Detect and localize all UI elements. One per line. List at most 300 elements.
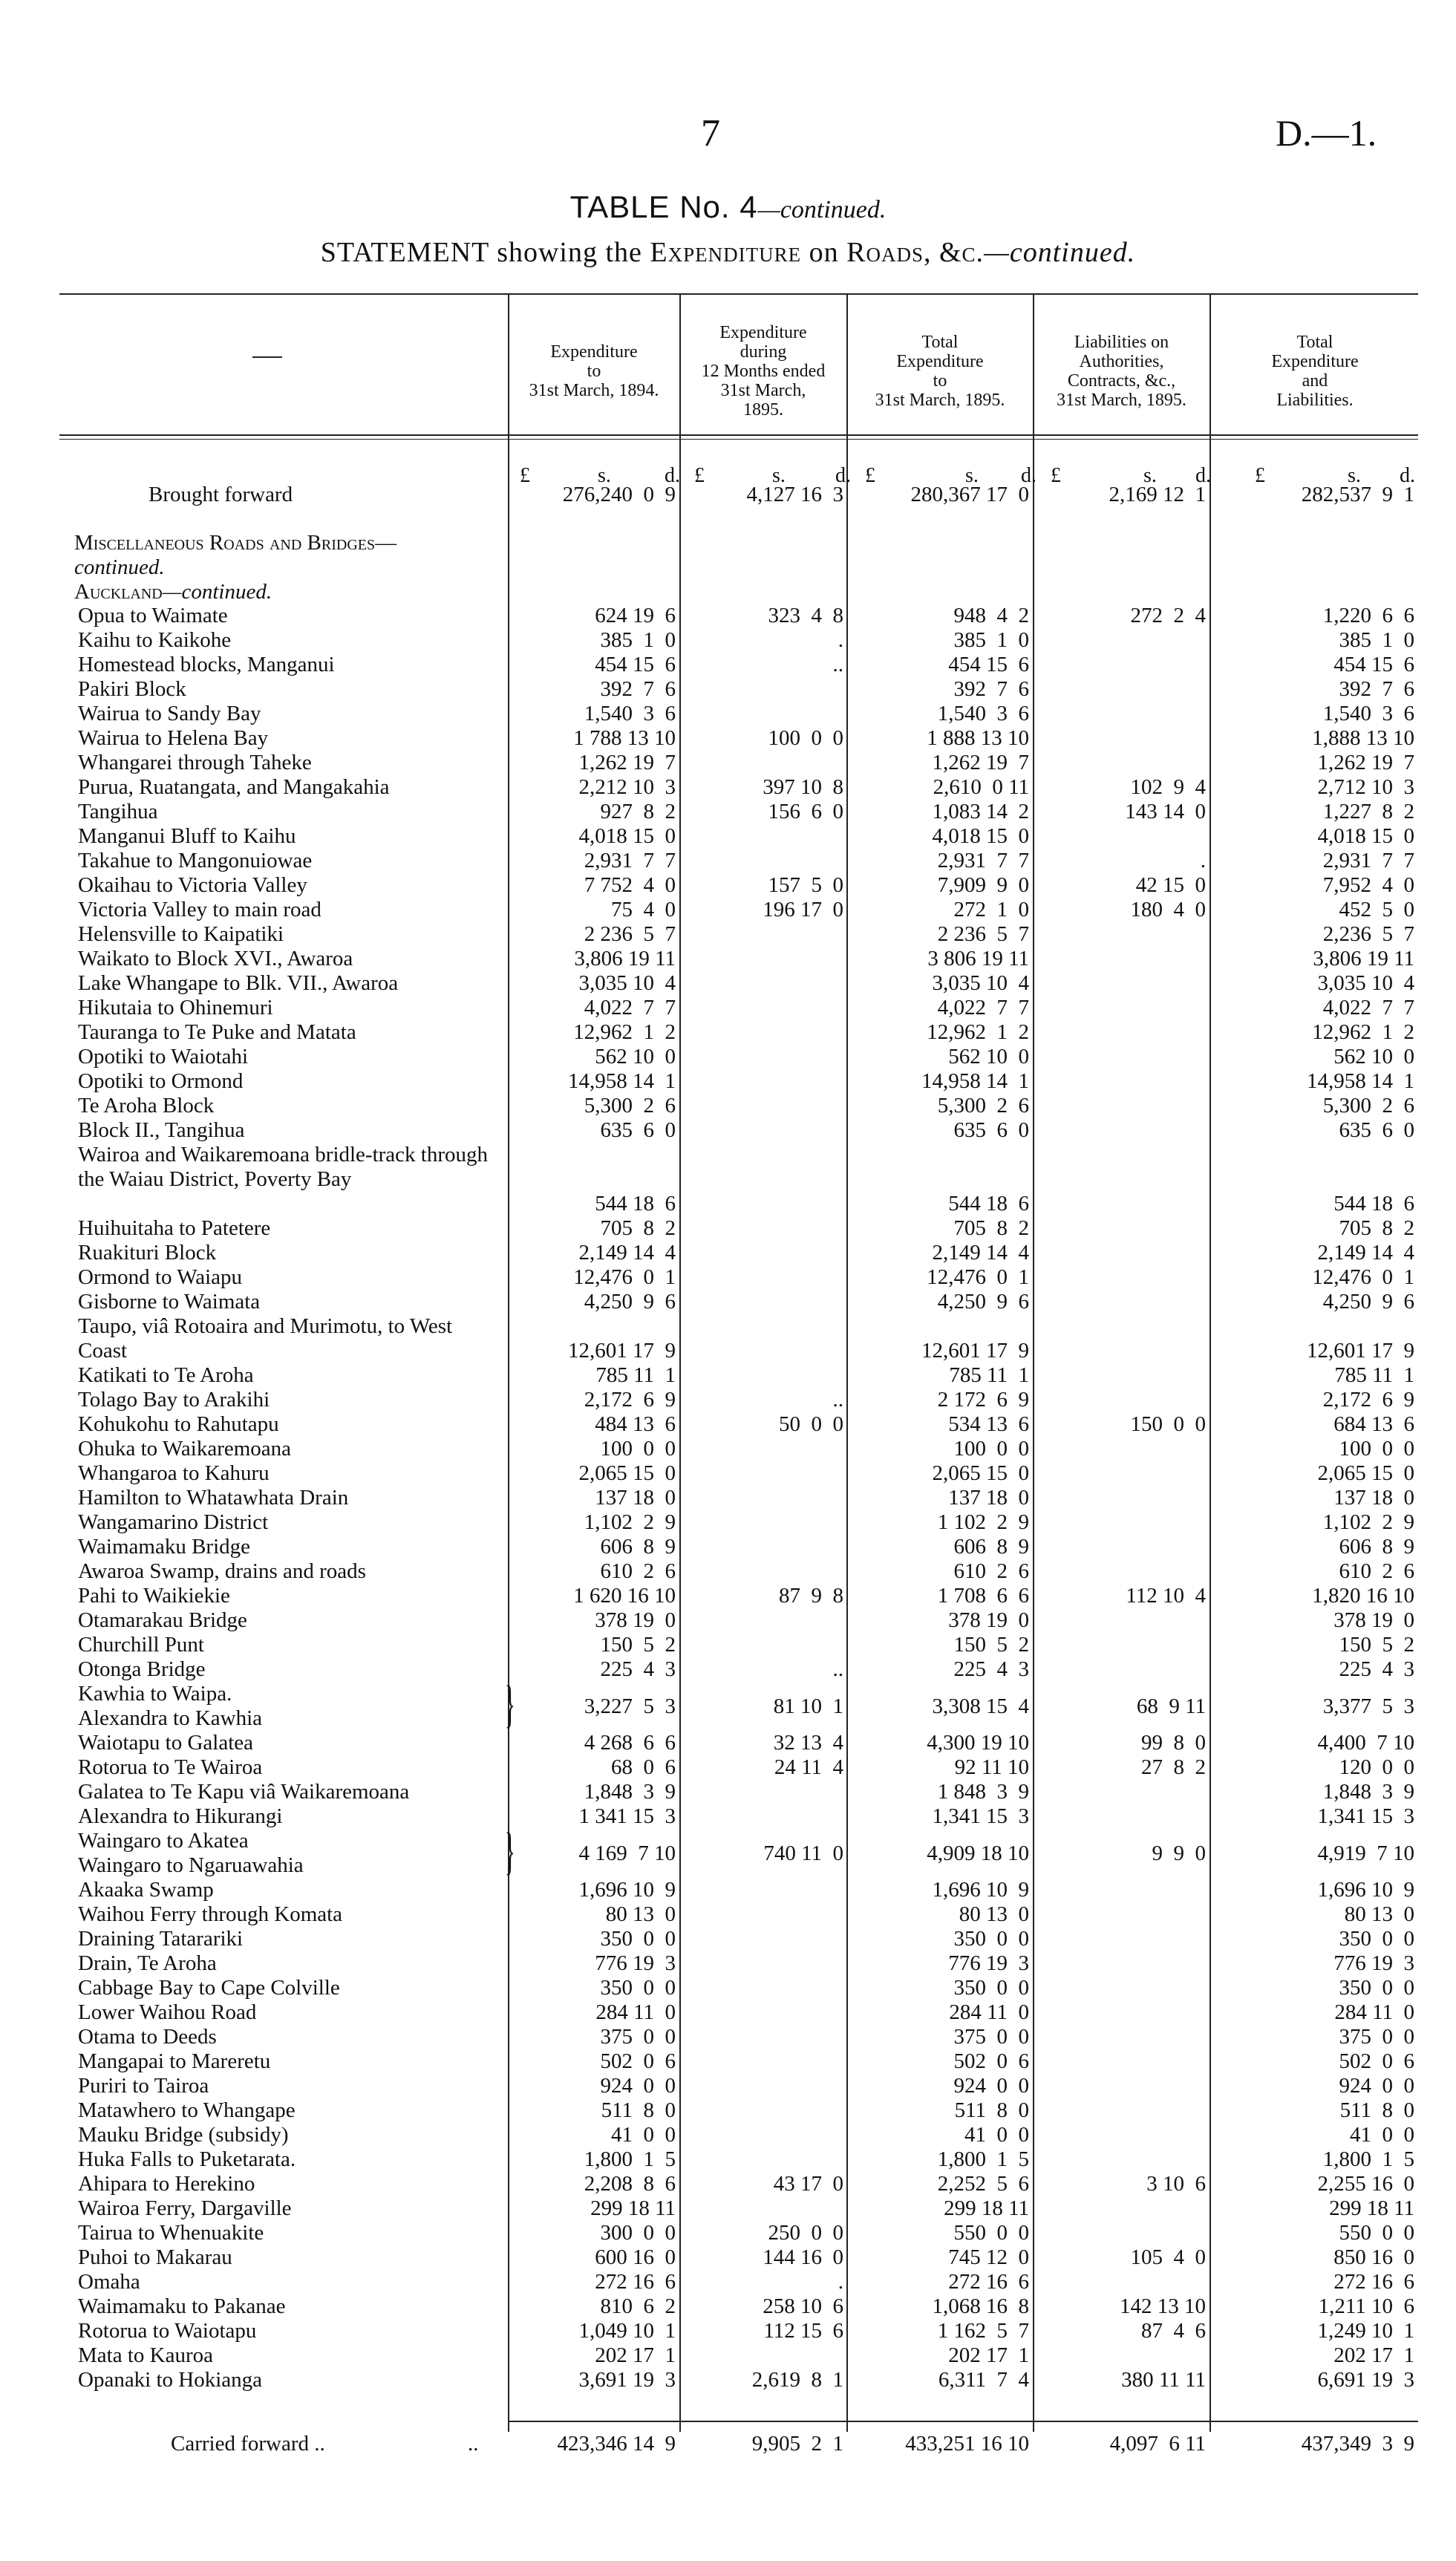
row-label: Puriri to Tairoa <box>78 2074 209 2098</box>
row-value-c3: 3,035 10 4 <box>932 971 1029 995</box>
table-title <box>0 189 1456 225</box>
statement-continued: —continued. <box>984 237 1136 268</box>
row-label: Alexandra to Kawhia <box>78 1706 263 1730</box>
row-label: Wairoa Ferry, Dargaville <box>78 2196 292 2220</box>
row-value-c4: 87 4 6 <box>1141 2319 1206 2343</box>
row-value-c5: 350 0 0 <box>1339 1927 1414 1951</box>
row-value-c5: 1,211 10 6 <box>1318 2294 1414 2318</box>
row-label: Awaroa Swamp, drains and roads <box>78 1559 366 1583</box>
row-label: Takahue to Mangonuiowae <box>78 849 313 872</box>
row-value-c1: 484 13 6 <box>595 1412 676 1436</box>
row-value-c5: 850 16 0 <box>1333 2245 1414 2269</box>
row-value-c5: 80 13 0 <box>1344 1902 1414 1926</box>
row-value-c1: 284 11 0 <box>595 2000 676 2024</box>
row-value-c5: 3,806 19 11 <box>1313 947 1414 970</box>
row-value-c1: 2,931 7 7 <box>584 849 676 872</box>
row-label: Lower Waihou Road <box>78 2000 257 2024</box>
row-value-c1: 1,049 10 1 <box>578 2319 676 2343</box>
row-label: Whangarei through Taheke <box>78 751 312 774</box>
row-value-c1: 1,800 1 5 <box>584 2147 676 2171</box>
unit-s-col2: s. <box>772 464 786 487</box>
row-label: Lake Whangape to Blk. VII., Awaroa <box>78 971 399 995</box>
carried-forward-dots: .. <box>468 2432 479 2456</box>
unit-d-col4: d. <box>1195 464 1211 487</box>
row-value-c5: 2,065 15 0 <box>1317 1461 1414 1485</box>
row-label: Wairua to Helena Bay <box>78 726 269 750</box>
row-label: Victoria Valley to main road <box>78 898 321 921</box>
row-value-c2: 32 13 4 <box>773 1731 843 1755</box>
row-value-c5: 120 0 0 <box>1339 1755 1414 1779</box>
row-label: Purua, Ruatangata, and Mangakahia <box>78 775 390 799</box>
row-label: Tangihua <box>78 800 158 823</box>
brace-icon: } <box>505 1823 515 1880</box>
row-label: Katikati to Te Aroha <box>78 1363 254 1387</box>
row-value-c1: 3,035 10 4 <box>578 971 676 995</box>
row-value-c3: 1 162 5 7 <box>937 2319 1029 2343</box>
row-value-c1: 300 0 0 <box>600 2221 676 2245</box>
row-value-c3: 4,250 9 6 <box>937 1290 1029 1314</box>
row-value-c3: 745 12 0 <box>948 2245 1029 2269</box>
row-value-c4: 3 10 6 <box>1146 2172 1206 2196</box>
col4-line1: Liabilities on <box>1074 333 1169 352</box>
row-value-c3: 3,308 15 4 <box>932 1694 1029 1718</box>
row-value-c2: 157 5 0 <box>768 873 843 897</box>
row-value-c1: 927 8 2 <box>600 800 676 823</box>
row-label: Puhoi to Makarau <box>78 2245 232 2269</box>
row-value-c5: 562 10 0 <box>1333 1045 1414 1069</box>
row-value-c1: 4,022 7 7 <box>584 996 676 1019</box>
row-value-c1: 225 4 3 <box>600 1657 676 1681</box>
col5-line4: Liabilities. <box>1276 391 1354 410</box>
row-value-c3: 1,341 15 3 <box>932 1804 1029 1828</box>
row-value-c3: 150 5 2 <box>953 1633 1029 1657</box>
row-label: Tauranga to Te Puke and Matata <box>78 1020 356 1044</box>
row-label: Alexandra to Hikurangi <box>78 1804 283 1828</box>
row-value-c2: 258 10 6 <box>763 2294 843 2318</box>
row-value-c3: 562 10 0 <box>948 1045 1029 1069</box>
row-label: Kawhia to Waipa. <box>78 1682 232 1706</box>
brought-forward-c1: 276,240 0 9 <box>562 483 676 506</box>
row-label: Ohuka to Waikaremoana <box>78 1437 292 1461</box>
row-value-c3: 137 18 0 <box>948 1486 1029 1510</box>
row-value-c1: 12,476 0 1 <box>573 1265 676 1289</box>
row-value-c4: 68 9 11 <box>1136 1694 1206 1718</box>
brought-forward-label: Brought forward <box>148 483 293 506</box>
row-value-c3: 1 848 3 9 <box>937 1780 1029 1804</box>
row-value-c1: 392 7 6 <box>600 677 676 701</box>
statement-roads: Roads, &c. <box>846 237 985 268</box>
row-value-c3: 1 102 2 9 <box>937 1510 1029 1534</box>
row-value-c5: 385 1 0 <box>1339 628 1414 652</box>
col2-line3: 12 Months ended <box>701 362 826 381</box>
row-value-c3: 4,300 19 10 <box>927 1731 1029 1755</box>
row-label: Pakiri Block <box>78 677 186 701</box>
row-label: Mata to Kauroa <box>78 2343 213 2367</box>
row-value-c3: 350 0 0 <box>953 1976 1029 2000</box>
row-value-c1: 202 17 1 <box>595 2343 676 2367</box>
row-value-c3: 2,065 15 0 <box>932 1461 1029 1485</box>
row-value-c5: 550 0 0 <box>1339 2221 1414 2245</box>
row-value-c1: 378 19 0 <box>595 1608 676 1632</box>
row-value-c1: 80 13 0 <box>605 1902 676 1926</box>
column-divider-4 <box>1033 293 1034 2432</box>
row-value-c5: 1,220 6 6 <box>1322 604 1414 627</box>
row-value-c3: 385 1 0 <box>953 628 1029 652</box>
row-value-c5: 4,022 7 7 <box>1322 996 1414 1019</box>
row-value-c5: 1,227 8 2 <box>1322 800 1414 823</box>
row-value-c4: 380 11 11 <box>1121 2368 1206 2392</box>
row-value-c3: 12,601 17 9 <box>921 1339 1029 1363</box>
statement-subject: Expenditure <box>650 237 802 268</box>
row-value-c1: 12,601 17 9 <box>568 1339 676 1363</box>
row-label: Waimamaku to Pakanae <box>78 2294 286 2318</box>
row-label: Rotorua to Te Wairoa <box>78 1755 263 1779</box>
row-value-c5: 378 19 0 <box>1333 1608 1414 1632</box>
row-value-c5: 1,848 3 9 <box>1322 1780 1414 1804</box>
row-value-c2: 156 6 0 <box>768 800 843 823</box>
carried-forward-label: Carried forward .. <box>171 2432 325 2456</box>
row-label: Cabbage Bay to Cape Colville <box>78 1976 340 2000</box>
row-label: Helensville to Kaipatiki <box>78 922 284 946</box>
row-value-c3: 375 0 0 <box>953 2025 1029 2049</box>
row-value-c5: 1,249 10 1 <box>1317 2319 1414 2343</box>
row-value-c2: .. <box>832 1657 843 1681</box>
row-value-c5: 41 0 0 <box>1350 2123 1414 2147</box>
row-value-c4: 143 14 0 <box>1125 800 1206 823</box>
row-value-c1: 3,691 19 3 <box>578 2368 676 2392</box>
unit-d-col2: d. <box>835 464 851 487</box>
row-value-c5: 4,919 7 10 <box>1317 1841 1414 1865</box>
row-value-c4: 180 4 0 <box>1130 898 1206 921</box>
row-value-c5: 610 2 6 <box>1339 1559 1414 1583</box>
row-value-c2: .. <box>832 653 843 676</box>
row-value-c3: 92 11 10 <box>954 1755 1029 1779</box>
row-label: Whangaroa to Kahuru <box>78 1461 270 1485</box>
row-value-c1: 272 16 6 <box>595 2270 676 2294</box>
row-value-c5: 1,262 19 7 <box>1317 751 1414 774</box>
row-value-c1: 1,262 19 7 <box>578 751 676 774</box>
row-value-c5: 272 16 6 <box>1333 2270 1414 2294</box>
row-value-c5: 12,601 17 9 <box>1307 1339 1414 1363</box>
row-value-c5: 4,018 15 0 <box>1317 824 1414 848</box>
row-value-c1: 1 620 16 10 <box>573 1584 676 1608</box>
unit-d-col5: d. <box>1400 464 1415 487</box>
row-value-c5: 5,300 2 6 <box>1322 1094 1414 1118</box>
row-label: Rotorua to Waiotapu <box>78 2319 257 2343</box>
unit-pound-col5: £ <box>1255 464 1265 487</box>
subsection-auckland <box>74 580 272 604</box>
row-value-c5: 705 8 2 <box>1339 1216 1414 1240</box>
row-label: Mauku Bridge (subsidy) <box>78 2123 289 2147</box>
row-value-c1: 350 0 0 <box>600 1976 676 2000</box>
column-heading-expenditure-during <box>681 301 846 442</box>
row-value-c1: 68 0 6 <box>611 1755 676 1779</box>
row-value-c2: 50 0 0 <box>779 1412 843 1436</box>
row-label: Hikutaia to Ohinemuri <box>78 996 273 1019</box>
table-title-continued: —continued. <box>757 196 887 224</box>
row-label: Hamilton to Whatawhata Drain <box>78 1486 349 1510</box>
row-value-c5: 452 5 0 <box>1339 898 1414 921</box>
row-value-c3: 284 11 0 <box>949 2000 1029 2024</box>
row-value-c1: 2,172 6 9 <box>584 1388 676 1412</box>
row-value-c3: 225 4 3 <box>953 1657 1029 1681</box>
row-value-c2: 112 15 6 <box>763 2319 843 2343</box>
row-label: Akaaka Swamp <box>78 1878 214 1902</box>
row-value-c5: 299 18 11 <box>1329 2196 1414 2220</box>
row-value-c5: 2,149 14 4 <box>1317 1241 1414 1265</box>
row-value-c2: . <box>838 2270 843 2294</box>
row-value-c2: 740 11 0 <box>763 1841 843 1865</box>
row-value-c3: 299 18 11 <box>944 2196 1029 2220</box>
row-value-c3: 550 0 0 <box>953 2221 1029 2245</box>
row-value-c3: 392 7 6 <box>953 677 1029 701</box>
row-value-c1: 385 1 0 <box>600 628 676 652</box>
row-value-c5: 2,712 10 3 <box>1317 775 1414 799</box>
row-value-c1: 299 18 11 <box>590 2196 676 2220</box>
row-value-c5: 1,696 10 9 <box>1317 1878 1414 1902</box>
row-value-c3: 1 888 13 10 <box>927 726 1029 750</box>
row-label: Waimamaku Bridge <box>78 1535 251 1559</box>
row-value-c1: 4,250 9 6 <box>584 1290 676 1314</box>
row-value-c2: 397 10 8 <box>763 775 843 799</box>
column-divider-2 <box>679 293 681 2432</box>
statement-heading <box>0 236 1456 269</box>
unit-pound-col1: £ <box>520 464 530 487</box>
row-value-c5: 1,820 16 10 <box>1312 1584 1414 1608</box>
row-value-c5: 3,035 10 4 <box>1317 971 1414 995</box>
carried-forward-c1: 423,346 14 9 <box>557 2432 676 2456</box>
row-label: Drain, Te Aroha <box>78 1951 217 1975</box>
row-label: Galatea to Te Kapu viâ Waikaremoana <box>78 1780 410 1804</box>
page-number: 7 <box>701 112 720 154</box>
row-value-c1: 610 2 6 <box>600 1559 676 1583</box>
row-label: Waihou Ferry through Komata <box>78 1902 343 1926</box>
row-label: Opotiki to Ormond <box>78 1069 244 1093</box>
row-value-c5: 1,540 3 6 <box>1322 702 1414 725</box>
row-value-c5: 1,102 2 9 <box>1322 1510 1414 1534</box>
col3-line4: 31st March, 1895. <box>875 391 1005 410</box>
column-heading-expenditure-1894 <box>509 301 679 442</box>
row-value-c3: 2 172 6 9 <box>937 1388 1029 1412</box>
row-value-c1: 2,212 10 3 <box>578 775 676 799</box>
row-value-c4: 105 4 0 <box>1130 2245 1206 2269</box>
row-value-c1: 511 8 0 <box>601 2098 676 2122</box>
row-value-c1: 14,958 14 1 <box>568 1069 676 1093</box>
col2-line1: Expenditure <box>719 323 807 342</box>
row-value-c1: 150 5 2 <box>600 1633 676 1657</box>
row-value-c3: 2,252 5 6 <box>937 2172 1029 2196</box>
row-label: Pahi to Waikiekie <box>78 1584 230 1608</box>
unit-d-col3: d. <box>1021 464 1036 487</box>
row-value-c3: 80 13 0 <box>959 1902 1029 1926</box>
row-value-c1: 3,806 19 11 <box>574 947 676 970</box>
unit-s-col4: s. <box>1143 464 1157 487</box>
row-value-c2: 43 17 0 <box>773 2172 843 2196</box>
row-label: Gisborne to Waimata <box>78 1290 261 1314</box>
row-label: Wairoa and Waikaremoana bridle-track through the Waiau District, Poverty Bay <box>78 1143 489 1191</box>
row-value-c1: 12,962 1 2 <box>573 1020 676 1044</box>
row-value-c1: 924 0 0 <box>600 2074 676 2098</box>
row-value-c2: . <box>838 628 843 652</box>
row-value-c5: 375 0 0 <box>1339 2025 1414 2049</box>
row-value-c3: 610 2 6 <box>953 1559 1029 1583</box>
row-value-c1: 562 10 0 <box>595 1045 676 1069</box>
col2-line2: during <box>740 342 787 362</box>
row-value-c5: 3,377 5 3 <box>1322 1694 1414 1718</box>
row-value-c5: 225 4 3 <box>1339 1657 1414 1681</box>
row-value-c1: 502 0 6 <box>600 2049 676 2073</box>
row-value-c2: 24 11 4 <box>774 1755 843 1779</box>
carried-forward-c4: 4,097 6 11 <box>1109 2432 1206 2456</box>
section-title-text: Miscellaneous Roads and Bridges— <box>74 531 397 555</box>
row-value-c2: 87 9 8 <box>779 1584 843 1608</box>
row-value-c2: 323 4 8 <box>768 604 843 627</box>
row-value-c1: 3,227 5 3 <box>584 1694 676 1718</box>
row-value-c1: 454 15 6 <box>595 653 676 676</box>
row-label: Taupo, viâ Rotoaira and Murimotu, to West Coast <box>78 1314 453 1363</box>
unit-s-col3: s. <box>965 464 979 487</box>
row-value-c3: 272 1 0 <box>953 898 1029 921</box>
row-label: Huihuitaha to Patetere <box>78 1216 271 1240</box>
column-heading-total-and-liabilities <box>1211 301 1419 442</box>
unit-pound-col2: £ <box>694 464 705 487</box>
row-label: Kaihu to Kaikohe <box>78 628 232 652</box>
row-value-c5: 2,172 6 9 <box>1322 1388 1414 1412</box>
row-value-c3: 6,311 7 4 <box>938 2368 1029 2392</box>
carried-forward-c5: 437,349 3 9 <box>1301 2432 1414 2456</box>
statement-mid: on <box>801 237 847 268</box>
col1-line3: 31st March, 1894. <box>529 381 659 400</box>
row-value-c3: 4,018 15 0 <box>932 824 1029 848</box>
row-value-c1: 1,102 2 9 <box>584 1510 676 1534</box>
row-value-c4: 102 9 4 <box>1130 775 1206 799</box>
row-value-c5: 776 19 3 <box>1333 1951 1414 1975</box>
row-value-c4: 9 9 0 <box>1152 1841 1206 1865</box>
row-value-c5: 12,476 0 1 <box>1312 1265 1414 1289</box>
carried-forward-c3: 433,251 16 10 <box>905 2432 1029 2456</box>
row-value-c1: 2,065 15 0 <box>578 1461 676 1485</box>
row-label: Waingaro to Ngaruawahia <box>78 1853 304 1877</box>
row-label: Tolago Bay to Arakihi <box>78 1388 270 1412</box>
row-value-c3: 1 708 6 6 <box>937 1584 1029 1608</box>
row-value-c1: 5,300 2 6 <box>584 1094 676 1118</box>
section-title-continued: continued. <box>74 555 165 579</box>
row-label: Wairua to Sandy Bay <box>78 702 261 725</box>
row-label: Opua to Waimate <box>78 604 228 627</box>
row-value-c4: 150 0 0 <box>1130 1412 1206 1436</box>
row-value-c4: 42 15 0 <box>1135 873 1206 897</box>
unit-s-col1: s. <box>598 464 611 487</box>
row-value-c5: 137 18 0 <box>1333 1486 1414 1510</box>
blank-column-heading <box>252 356 282 358</box>
row-value-c3: 606 8 9 <box>953 1535 1029 1559</box>
row-value-c1: 1,540 3 6 <box>584 702 676 725</box>
row-value-c1: 1 788 13 10 <box>573 726 676 750</box>
row-value-c3: 350 0 0 <box>953 1927 1029 1951</box>
row-value-c3: 1,540 3 6 <box>937 702 1029 725</box>
row-value-c5: 924 0 0 <box>1339 2074 1414 2098</box>
row-value-c3: 272 16 6 <box>948 2270 1029 2294</box>
column-divider-3 <box>846 293 848 2432</box>
row-label: Otamarakau Bridge <box>78 1608 247 1632</box>
row-value-c3: 100 0 0 <box>953 1437 1029 1461</box>
col3-line1: Total <box>921 333 959 352</box>
row-value-c5: 100 0 0 <box>1339 1437 1414 1461</box>
unit-pound-col3: £ <box>865 464 875 487</box>
row-label: Waiotapu to Galatea <box>78 1731 254 1755</box>
row-value-c3: 948 4 2 <box>953 604 1029 627</box>
row-value-c3: 534 13 6 <box>948 1412 1029 1436</box>
row-value-c4: 142 13 10 <box>1120 2294 1206 2318</box>
unit-pound-col4: £ <box>1051 464 1061 487</box>
row-value-c5: 606 8 9 <box>1339 1535 1414 1559</box>
row-value-c1: 1,848 3 9 <box>584 1780 676 1804</box>
col1-line1: Expenditure <box>550 342 638 362</box>
row-label: Omaha <box>78 2270 140 2294</box>
row-value-c5: 544 18 6 <box>1333 1192 1414 1216</box>
subsection-auckland-text: Auckland <box>74 580 163 604</box>
row-value-c1: 7 752 4 0 <box>584 873 676 897</box>
row-label: Kohukohu to Rahutapu <box>78 1412 279 1436</box>
row-value-c1: 2,208 8 6 <box>584 2172 676 2196</box>
row-value-c2: 100 0 0 <box>768 726 843 750</box>
row-value-c3: 2 236 5 7 <box>937 922 1029 946</box>
subsection-continued: —continued. <box>162 580 272 604</box>
row-value-c5: 4,400 7 10 <box>1317 1731 1414 1755</box>
row-value-c3: 14,958 14 1 <box>921 1069 1029 1093</box>
row-value-c5: 14,958 14 1 <box>1307 1069 1414 1093</box>
row-label: Waingaro to Akatea <box>78 1829 249 1853</box>
row-value-c3: 4,909 18 10 <box>927 1841 1029 1865</box>
statement-lead: STATEMENT showing the <box>320 237 650 268</box>
row-value-c2: 144 16 0 <box>763 2245 843 2269</box>
row-value-c3: 454 15 6 <box>948 653 1029 676</box>
row-value-c5: 2,931 7 7 <box>1322 849 1414 872</box>
row-value-c1: 1 341 15 3 <box>578 1804 676 1828</box>
row-value-c3: 1,696 10 9 <box>932 1878 1029 1902</box>
row-value-c1: 624 19 6 <box>595 604 676 627</box>
row-value-c3: 3 806 19 11 <box>927 947 1029 970</box>
row-label: Ormond to Waiapu <box>78 1265 243 1289</box>
brought-forward-c2: 4,127 16 3 <box>746 483 843 506</box>
row-label: Mangapai to Mareretu <box>78 2049 271 2073</box>
row-value-c1: 2,149 14 4 <box>578 1241 676 1265</box>
row-label: Churchill Punt <box>78 1633 204 1657</box>
col4-line4: 31st March, 1895. <box>1057 391 1186 410</box>
row-value-c4: 99 8 0 <box>1141 1731 1206 1755</box>
col5-line3: and <box>1302 371 1328 391</box>
row-label: Wangamarino District <box>78 1510 269 1534</box>
row-value-c3: 2,931 7 7 <box>937 849 1029 872</box>
row-value-c4: 27 8 2 <box>1141 1755 1206 1779</box>
row-value-c3: 12,962 1 2 <box>927 1020 1029 1044</box>
section-title <box>74 531 396 555</box>
col1-line2: to <box>587 362 601 381</box>
row-label: Block II., Tangihua <box>78 1118 245 1142</box>
row-value-c3: 544 18 6 <box>948 1192 1029 1216</box>
row-value-c5: 284 11 0 <box>1334 2000 1414 2024</box>
row-value-c3: 7,909 9 0 <box>937 873 1029 897</box>
row-label: Manganui Bluff to Kaihu <box>78 824 296 848</box>
row-value-c5: 4,250 9 6 <box>1322 1290 1414 1314</box>
row-label: Otama to Deeds <box>78 2025 217 2049</box>
row-value-c3: 776 19 3 <box>948 1951 1029 1975</box>
col4-line3: Contracts, &c., <box>1067 371 1176 391</box>
row-value-c3: 1,262 19 7 <box>932 751 1029 774</box>
row-label: Homestead blocks, Manganui <box>78 653 335 676</box>
col4-line2: Authorities, <box>1079 352 1164 371</box>
row-value-c3: 2,610 0 11 <box>933 775 1029 799</box>
